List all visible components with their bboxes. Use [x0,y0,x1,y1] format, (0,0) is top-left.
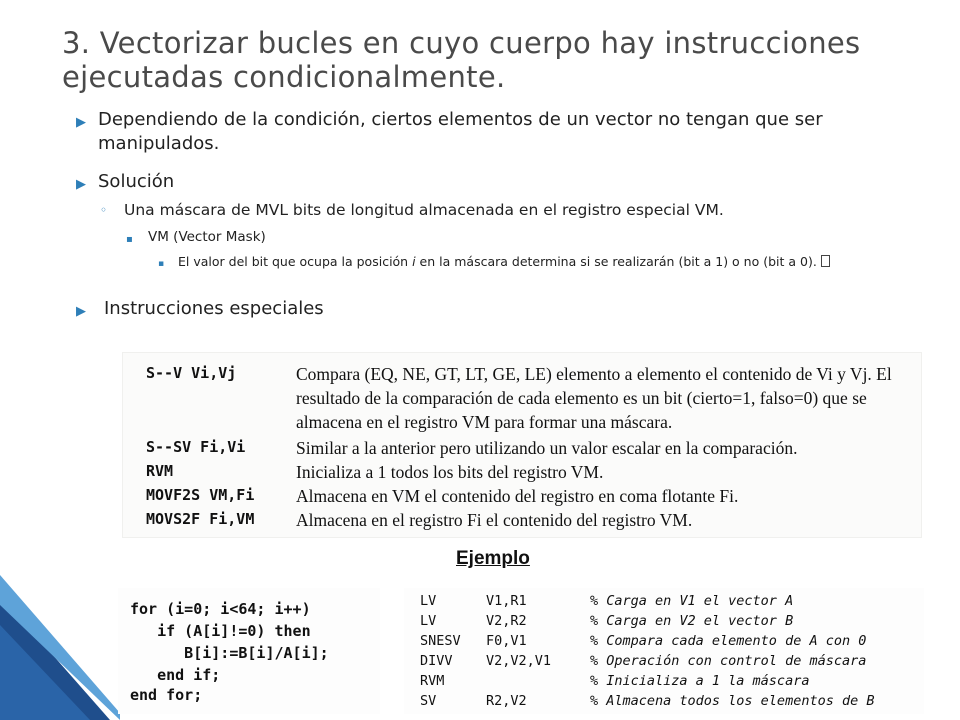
slide-title: 3. Vectorizar bucles en cuyo cuerpo hay instrucciones ejecutadas condicionalmente. [62,26,861,94]
asm-op: LV [420,593,437,609]
bullet-text: Solución [98,171,175,192]
bullet-condition [76,108,886,156]
asm-args: F0,V1 [486,633,527,649]
bullet-text: Dependiendo de la condición, ciertos elementos de un vector no tengan que ser manipulados. [98,109,823,154]
asm-line [420,612,910,631]
asm-comment: % Almacena todos los elementos de B [590,693,875,709]
decorative-swoosh [0,575,120,720]
square-bullet-icon: ▪ [126,234,133,245]
code-line: B[i]:=B[i]/A[i]; [130,644,329,662]
asm-op: RVM [420,673,445,689]
instruction-row [146,508,921,532]
example-heading: Ejemplo [456,548,530,569]
asm-args: V1,R1 [486,593,527,609]
asm-args [486,672,590,691]
bullet-instrucciones [76,297,324,324]
c-code-block [118,588,380,714]
instruction-code: S--V Vi,Vj [146,364,237,382]
arrow-bullet-icon: ▶ [76,177,86,192]
arrow-bullet-icon: ▶ [76,115,86,130]
asm-args: R2,V2 [486,693,527,709]
missing-glyph-icon [821,255,830,267]
asm-line [420,652,910,671]
instruction-desc: Almacena en VM el contenido del registro en coma flotante Fi. [296,486,739,506]
asm-op: SNESV [420,633,461,649]
bullet-vm [126,228,266,249]
bullet-mascara [100,200,724,220]
asm-comment: % Compara cada elemento de A con 0 [590,633,867,649]
bullet-text: El valor del bit que ocupa la posición i en la máscara determina si se realizarán (bit a 1) o no (bit a 0). [178,253,830,270]
asm-line [420,692,910,711]
square-bullet-icon: ▪ [158,259,165,269]
asm-op: SV [420,693,437,709]
arrow-bullet-icon: ▶ [76,304,86,319]
code-line: if (A[i]!=0) then [130,622,311,640]
code-line: for (i=0; i<64; i++) [130,600,311,618]
bullet-bit-value [158,253,918,273]
instruction-table [122,352,922,538]
asm-line [420,592,910,611]
instruction-desc: Compara (EQ, NE, GT, LT, GE, LE) elemento a elemento el contenido de Vi y Vj. El resultado de la comparación de cada elemento es un bit (cierto=1, falso=0) que se almacena en el registro VM para formar una máscara. [296,364,892,432]
asm-code-block [404,588,924,714]
instruction-code: RVM [146,462,174,480]
asm-comment: % Inicializa a 1 la máscara [590,673,810,689]
instruction-code: MOVS2F Fi,VM [146,510,255,528]
instruction-desc: Inicializa a 1 todos los bits del registro VM. [296,462,604,482]
asm-op: DIVV [420,653,453,669]
instruction-row [146,484,921,508]
asm-args: V2,R2 [486,613,527,629]
instruction-code: S--SV Fi,Vi [146,438,246,456]
instruction-desc: Almacena en el registro Fi el contenido del registro VM. [296,510,693,530]
asm-comment: % Operación con control de máscara [590,653,867,669]
code-line: end if; [130,666,221,684]
bullet-text: Una máscara de MVL bits de longitud almacenada en el registro especial VM. [124,201,724,219]
code-line: end for; [130,686,203,704]
bullet-text: VM (Vector Mask) [148,229,266,245]
circle-bullet-icon: ◦ [100,203,108,217]
instruction-code: MOVF2S VM,Fi [146,486,255,504]
asm-comment: % Carga en V1 el vector A [590,593,794,609]
asm-line [420,632,910,651]
asm-comment: % Carga en V2 el vector B [590,613,794,629]
instruction-row [146,436,921,460]
asm-op: LV [420,613,437,629]
bullet-solucion [76,170,174,197]
asm-args: V2,V2,V1 [486,653,552,669]
instruction-row [146,460,921,484]
asm-line [420,672,910,691]
bullet-text: Instrucciones especiales [104,298,324,319]
instruction-row [146,362,921,434]
instruction-desc: Similar a la anterior pero utilizando un valor escalar en la comparación. [296,438,798,458]
